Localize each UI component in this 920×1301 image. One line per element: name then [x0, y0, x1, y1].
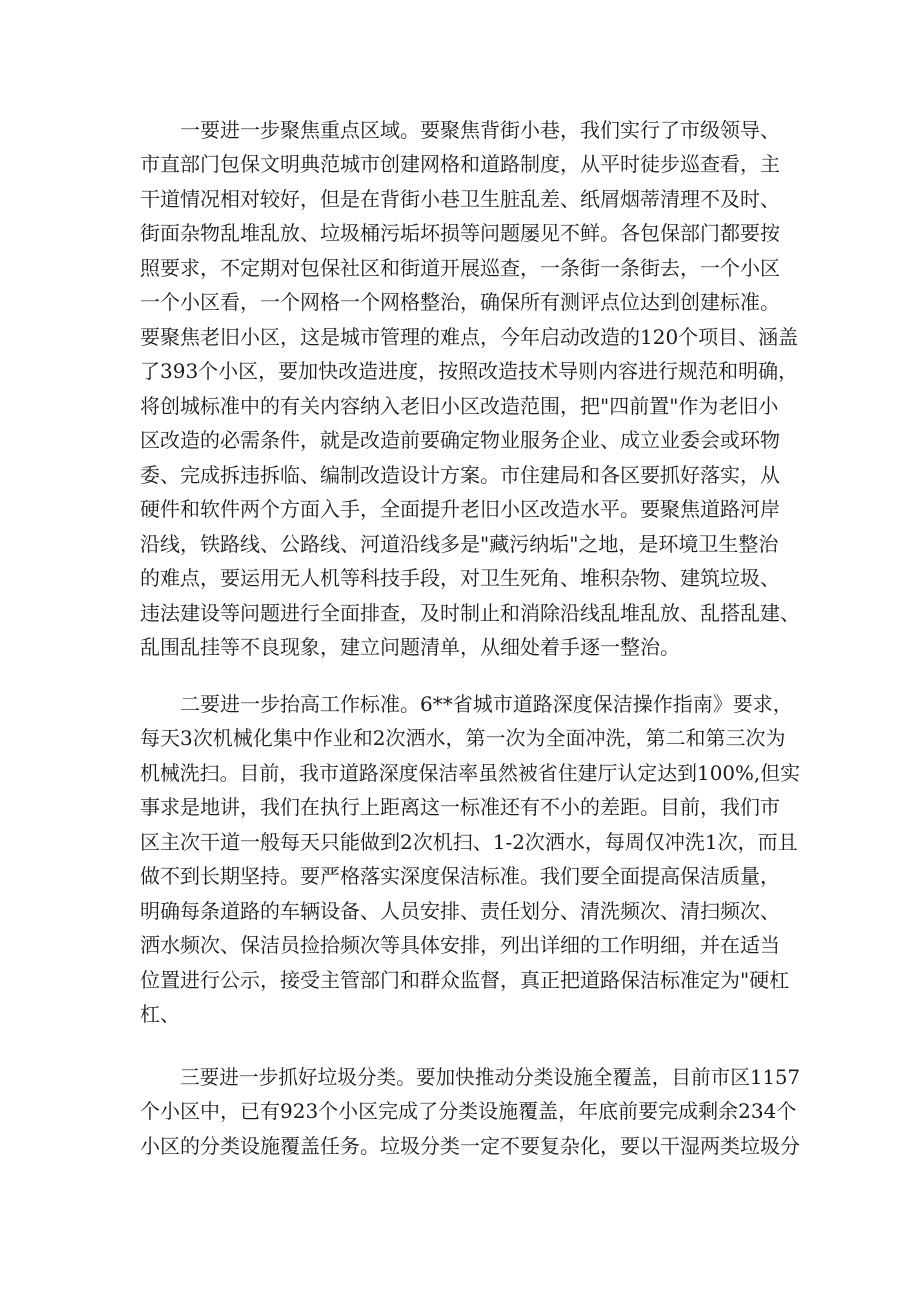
- line-text: 市直部门包保文明典范城市创建网格和道路制度，从平时徒步巡查看，主: [140, 152, 780, 176]
- paragraph-line: [0, 686, 920, 722]
- paragraph-line: [0, 893, 920, 929]
- paragraph-line: [0, 1059, 920, 1095]
- paragraph-line: [0, 284, 920, 320]
- line-text: 位置进行公示，接受主管部门和群众监督，真正把道路保洁标准定为"硬杠: [140, 968, 790, 992]
- line-text: 小区的分类设施覆盖任务。垃圾分类一定不要复杂化，要以干湿两类垃圾分: [140, 1134, 800, 1158]
- line-text: 洒水频次、保洁员捡拾频次等具体安排，列出详细的工作明细，并在适当: [140, 933, 780, 957]
- line-text: 硬件和软件两个方面入手，全面提升老旧小区改造水平。要聚焦道路河岸: [140, 497, 780, 521]
- paragraph-line: [0, 858, 920, 894]
- line-text: 街面杂物乱堆乱放、垃圾桶污垢坏损等问题屡见不鲜。各包保部门都要按: [140, 221, 780, 245]
- paragraph-line: [0, 1128, 920, 1164]
- paragraph-line: [0, 526, 920, 562]
- line-text: 一个小区看，一个网格一个网格整治，确保所有测评点位达到创建标准。: [140, 290, 780, 314]
- paragraph-line: [0, 457, 920, 493]
- line-text: 二要进一步抬高工作标准。6**省城市道路深度保洁操作指南》要求，: [180, 692, 793, 716]
- paragraph-line: [0, 824, 920, 860]
- line-text: 沿线，铁路线、公路线、河道沿线多是"藏污纳垢"之地，是环境卫生整治: [140, 532, 779, 556]
- line-text: 机械洗扫。目前，我市道路深度保洁率虽然被省住建厅认定达到100%,但实: [140, 761, 801, 785]
- line-text: 了393个小区，要加快改造进度，按照改造技术导则内容进行规范和明确，: [140, 359, 799, 383]
- paragraph-line: [0, 962, 920, 998]
- line-text: 违法建设等问题进行全面排查，及时制止和消除沿线乱堆乱放、乱搭乱建、: [140, 601, 800, 625]
- line-text: 明确每条道路的车辆设备、人员安排、责任划分、清洗频次、清扫频次、: [140, 899, 780, 923]
- paragraph-line: [0, 629, 920, 665]
- line-text: 照要求，不定期对包保社区和街道开展巡查，一条街一条街去，一个小区: [140, 256, 780, 280]
- line-text: 的难点，要运用无人机等科技手段，对卫生死角、堆积杂物、建筑垃圾、: [140, 566, 780, 590]
- line-text: 事求是地讲，我们在执行上距离这一标准还有不小的差距。目前，我们市: [140, 795, 780, 819]
- paragraph-line: [0, 595, 920, 631]
- paragraph-line: [0, 181, 920, 217]
- line-text: 个小区中，已有923个小区完成了分类设施覆盖，年底前要完成剩余234个: [140, 1099, 797, 1123]
- line-text: 乱围乱挂等不良现象，建立问题清单，从细处着手逐一整治。: [140, 635, 680, 659]
- paragraph-line: [0, 146, 920, 182]
- line-text: 区改造的必需条件，就是改造前要确定物业服务企业、成立业委会或环物: [140, 428, 780, 452]
- paragraph-line: [0, 927, 920, 963]
- paragraph-line: [0, 789, 920, 825]
- paragraph-line: [0, 996, 920, 1032]
- paragraph-line: [0, 422, 920, 458]
- line-text: 委、完成拆违拆临、编制改造设计方案。市住建局和各区要抓好落实，从: [140, 463, 780, 487]
- line-text: 三要进一步抓好垃圾分类。要加快推动分类设施全覆盖，目前市区1157: [180, 1065, 800, 1089]
- paragraph-line: [0, 491, 920, 527]
- paragraph-line: [0, 560, 920, 596]
- paragraph-line: [0, 112, 920, 148]
- line-text: 干道情况相对较好，但是在背街小巷卫生脏乱差、纸屑烟蒂清理不及时、: [140, 187, 780, 211]
- paragraph-line: [0, 755, 920, 791]
- line-text: 一要进一步聚焦重点区域。要聚焦背街小巷，我们实行了市级领导、: [180, 118, 780, 142]
- line-text: 要聚焦老旧小区，这是城市管理的难点，今年启动改造的120个项目、涵盖: [140, 325, 799, 349]
- paragraph-line: [0, 720, 920, 756]
- paragraph-line: [0, 250, 920, 286]
- line-text: 做不到长期坚持。要严格落实深度保洁标准。我们要全面提高保洁质量，: [140, 864, 780, 888]
- paragraph-line: [0, 388, 920, 424]
- paragraph-line: [0, 215, 920, 251]
- paragraph-line: [0, 319, 920, 355]
- line-text: 区主次干道一般每天只能做到2次机扫、1-2次洒水，每周仅冲洗1次，而且: [140, 830, 798, 854]
- paragraph-line: [0, 1093, 920, 1129]
- line-text: 每天3次机械化集中作业和2次洒水，第一次为全面冲洗，第二和第三次为: [140, 726, 786, 750]
- line-text: 杠、: [140, 1002, 180, 1026]
- line-text: 将创城标准中的有关内容纳入老旧小区改造范围，把"四前置"作为老旧小: [140, 394, 779, 418]
- paragraph-line: [0, 353, 920, 389]
